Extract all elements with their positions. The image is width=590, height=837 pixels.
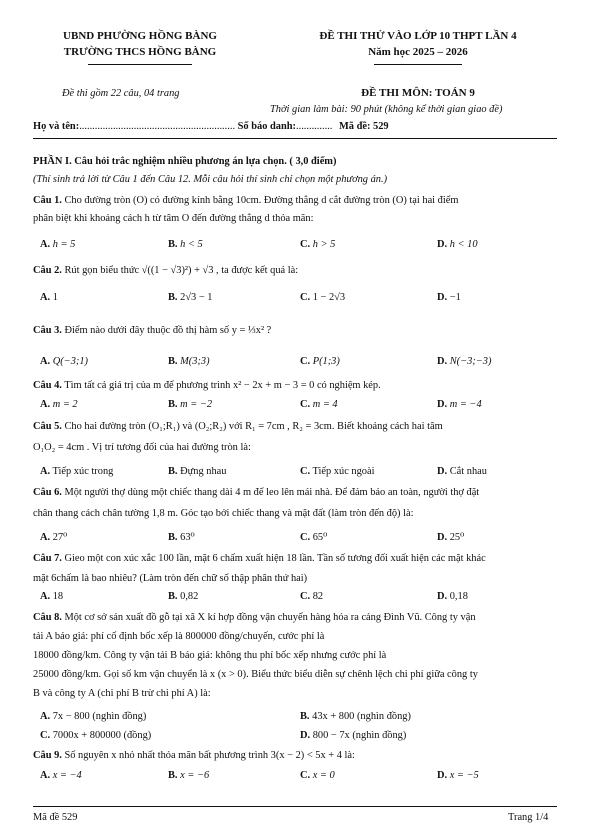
- question-number: Câu 9.: [33, 750, 62, 761]
- q4-option-d[interactable]: D. m = −4: [437, 399, 482, 410]
- question-text: Một người thợ dùng một chiếc thang dài 4 m để leo lên mái nhà. Để đảm bảo an toàn, người thợ đặt: [61, 487, 480, 498]
- q7-option-a[interactable]: A. 18: [40, 591, 64, 602]
- q5-option-a[interactable]: A. Tiếp xúc trong: [40, 466, 114, 477]
- question-text: phân biệt khi khoảng cách h từ tâm O đến đường thẳng d thỏa mãn:: [33, 213, 314, 224]
- question-9: [33, 747, 558, 765]
- footer-divider: [33, 806, 557, 807]
- q8-option-c[interactable]: C. 7000x + 800000 (đồng): [40, 730, 152, 741]
- question-text: mặt 6chấm là bao nhiêu? (Làm tròn đến chữ số thập phân thứ hai): [33, 573, 308, 584]
- question-text: Rút gọn biểu thức √((1 − √3)²) + √3 , ta được kết quả là:: [61, 265, 299, 276]
- school-year: Năm học 2025 – 2026: [368, 46, 468, 58]
- question-3: [33, 322, 558, 340]
- question-number: Câu 3.: [33, 325, 62, 336]
- q3-option-d[interactable]: D. N(−3;−3): [437, 356, 492, 367]
- candidate-line: [33, 121, 389, 132]
- q8-option-d[interactable]: D. 800 − 7x (nghìn đồng): [300, 730, 407, 741]
- q7-option-d[interactable]: D. 0,18: [437, 591, 468, 602]
- q2-option-c[interactable]: C. 1 − 2√3: [300, 292, 346, 303]
- q3-option-a[interactable]: A. Q(−3;1): [40, 356, 89, 367]
- q9-option-a[interactable]: A. x = −4: [40, 770, 82, 781]
- question-text: tải A báo giá: phí cố định bốc xếp là 800000 đồng/chuyến, cước phí là: [33, 631, 325, 642]
- question-4: [33, 377, 558, 395]
- question-7: [33, 550, 558, 588]
- subject-title: ĐỀ THI MÔN: TOÁN 9: [361, 87, 475, 99]
- name-label: Họ và tên:: [33, 121, 80, 132]
- exam-title: ĐỀ THI THỬ VÀO LỚP 10 THPT LẦN 4: [319, 30, 517, 42]
- question-number: Câu 2.: [33, 265, 62, 276]
- question-number: Câu 4.: [33, 380, 62, 391]
- q1-option-a[interactable]: A. h = 5: [40, 239, 76, 250]
- question-number: Câu 7.: [33, 553, 62, 564]
- footer-exam-code: Mã đề 529: [33, 812, 78, 823]
- question-text: Tìm tất cả giá trị của m để phương trình x² − 2x + m − 3 = 0 có nghiệm kép.: [61, 380, 381, 391]
- q6-option-a[interactable]: A. 27⁰: [40, 532, 68, 543]
- question-number: Câu 5.: [33, 421, 62, 432]
- q1-option-c[interactable]: C. h > 5: [300, 239, 336, 250]
- q1-option-b[interactable]: B. h < 5: [168, 239, 203, 250]
- question-5: [33, 418, 558, 457]
- q6-option-c[interactable]: C. 65⁰: [300, 532, 328, 543]
- question-text: B và công ty A (chi phí B trừ chi phí A) là:: [33, 688, 211, 699]
- sbd-dots: ..............: [296, 121, 333, 132]
- q4-option-c[interactable]: C. m = 4: [300, 399, 338, 410]
- q9-option-d[interactable]: D. x = −5: [437, 770, 479, 781]
- question-text: 18000 đồng/km. Công ty vận tải B báo giá: không thu phí bốc xếp nhưng cước phí là: [33, 650, 387, 661]
- question-8: [33, 608, 558, 703]
- q8-option-b[interactable]: B. 43x + 800 (nghìn đồng): [300, 711, 411, 722]
- q5-option-b[interactable]: B. Đựng nhau: [168, 466, 227, 477]
- question-text: Số nguyên x nhỏ nhất thỏa mãn bất phương trình 3(x − 2) < 5x + 4 là:: [61, 750, 355, 761]
- time-note: Thời gian làm bài: 90 phút (không kể thời gian giao đề): [270, 104, 503, 115]
- question-number: Câu 8.: [33, 612, 62, 623]
- header-school: TRƯỜNG THCS HỒNG BÀNG: [63, 46, 217, 58]
- q9-option-c[interactable]: C. x = 0: [300, 770, 335, 781]
- question-text: Một cơ sở sản xuất đồ gỗ tại xã X kí hợp đồng vận chuyển hàng hóa ra cảng Đình Vũ. Công ty vận: [61, 612, 476, 623]
- question-text: Cho hai đường tròn (O₁;R₁) và (O₂;R₂) với R₁ = 7cm , R₂ = 3cm. Biết khoảng cách hai tâm: [61, 421, 443, 432]
- question-2: [33, 262, 558, 280]
- exam-code: Mã đề: 529: [338, 121, 389, 132]
- q3-option-b[interactable]: B. M(3;3): [168, 356, 210, 367]
- question-1: [33, 192, 558, 228]
- q5-option-d[interactable]: D. Cắt nhau: [437, 466, 487, 477]
- name-dots: ............................................................: [79, 121, 236, 132]
- q9-option-b[interactable]: B. x = −6: [168, 770, 210, 781]
- footer-page-number: Trang 1/4: [508, 812, 549, 823]
- q4-option-b[interactable]: B. m = −2: [168, 399, 213, 410]
- sbd-label: Số báo danh:: [237, 121, 296, 132]
- q7-option-c[interactable]: C. 82: [300, 591, 324, 602]
- header-department: UBND PHƯỜNG HỒNG BÀNG: [63, 30, 217, 42]
- question-number: Câu 1.: [33, 195, 62, 206]
- pages-note: Đề thi gồm 22 câu, 04 trang: [62, 88, 180, 99]
- part1-instruction: (Thí sinh trả lời từ Câu 1 đến Câu 12. Mỗi câu hỏi thí sinh chỉ chọn một phương án.): [33, 174, 388, 185]
- question-text: 25000 đồng/km. Gọi số km vận chuyển là x (x > 0). Biểu thức biểu diễn sự chênh lệch chi phí giữa công ty: [33, 669, 478, 680]
- header-underline-left: [88, 64, 192, 65]
- question-text: Gieo một con xúc xắc 100 lần, mặt 6 chấm xuất hiện 18 lần. Tần số tương đối xuất hiện các mặt khác: [61, 553, 486, 564]
- question-number: Câu 6.: [33, 487, 62, 498]
- q8-option-a[interactable]: A. 7x − 800 (nghìn đồng): [40, 711, 147, 722]
- q6-option-b[interactable]: B. 63⁰: [168, 532, 195, 543]
- q1-option-d[interactable]: D. h < 10: [437, 239, 478, 250]
- part1-title: PHẦN I. Câu hỏi trắc nghiệm nhiều phương án lựa chọn. ( 3,0 điểm): [33, 156, 337, 167]
- question-text: Cho đường tròn (O) có đường kính bằng 10cm. Đường thẳng d cắt đường tròn (O) tại hai điểm: [61, 195, 459, 206]
- header-divider: [33, 138, 557, 139]
- question-text: Điểm nào dưới đây thuộc đồ thị hàm số y = ⅓x² ?: [61, 325, 272, 336]
- q2-option-b[interactable]: B. 2√3 − 1: [168, 292, 213, 303]
- question-6: [33, 484, 558, 523]
- question-text: chân thang cách chân tường 1,8 m. Góc tạo bởi chiếc thang và mặt đất (làm tròn đến độ) là:: [33, 508, 414, 519]
- q2-option-a[interactable]: A. 1: [40, 292, 58, 303]
- header-underline-right: [374, 64, 462, 65]
- q5-option-c[interactable]: C. Tiếp xúc ngoài: [300, 466, 375, 477]
- q2-option-d[interactable]: D. −1: [437, 292, 461, 303]
- q3-option-c[interactable]: C. P(1;3): [300, 356, 340, 367]
- q7-option-b[interactable]: B. 0,82: [168, 591, 199, 602]
- question-text: O₁O₂ = 4cm . Vị trí tương đối của hai đường tròn là:: [33, 442, 251, 453]
- q6-option-d[interactable]: D. 25⁰: [437, 532, 465, 543]
- q4-option-a[interactable]: A. m = 2: [40, 399, 78, 410]
